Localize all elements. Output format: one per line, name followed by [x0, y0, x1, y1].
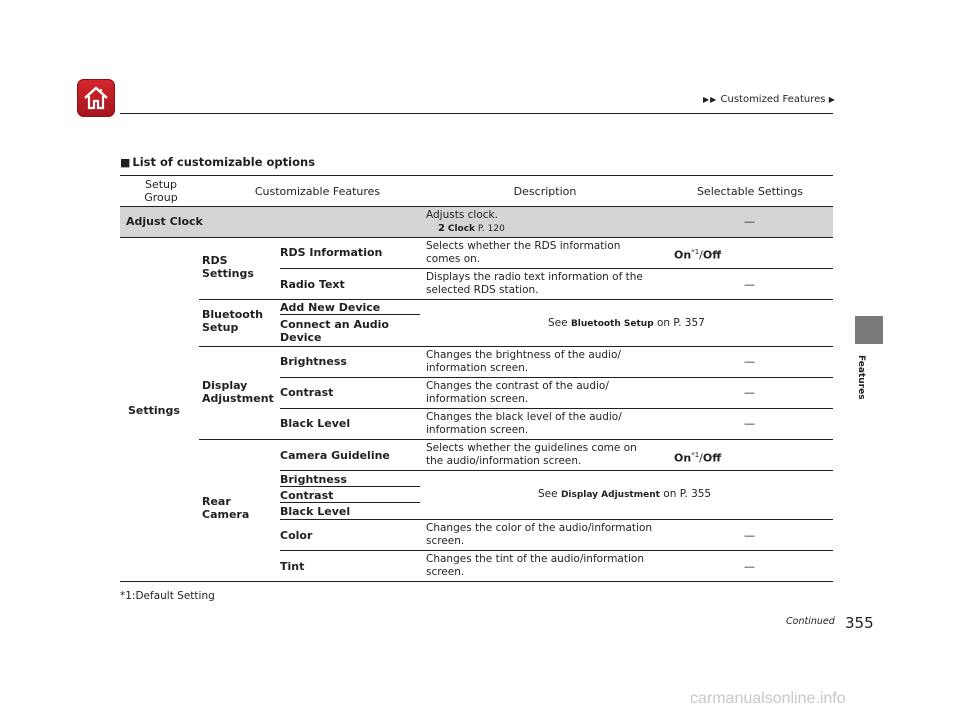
- display-adjustment-see-reference[interactable]: See Display Adjustment on P. 355: [538, 488, 712, 500]
- header-rule: [120, 113, 833, 114]
- square-bullet-icon: ■: [120, 156, 131, 169]
- camera-tint-settings: —: [744, 560, 755, 573]
- rds-information-bottom-rule: [280, 268, 833, 269]
- camera-color-feature: Color: [280, 529, 313, 542]
- table-top-rule: [120, 175, 833, 176]
- rds-information-description: Selects whether the RDS information comes on.: [426, 240, 621, 265]
- display-brightness-settings: —: [744, 355, 755, 368]
- section-title: ■ List of customizable options: [120, 155, 316, 169]
- breadcrumb-arrow-icon: ▶: [828, 95, 836, 104]
- rear-camera-label: Rear Camera: [202, 495, 250, 521]
- display-contrast-description: Changes the contrast of the audio/ information screen.: [426, 380, 609, 405]
- camera-tint-feature: Tint: [280, 560, 305, 573]
- reference-arrow-icon: 2: [438, 223, 445, 234]
- add-new-device-feature: Add New Device: [280, 301, 381, 314]
- camera-black-level-feature: Black Level: [280, 505, 351, 518]
- display-black-level-description: Changes the black level of the audio/ information screen.: [426, 411, 622, 436]
- camera-contrast-bottom-rule: [280, 502, 420, 503]
- header-selectable-settings: Selectable Settings: [696, 185, 804, 198]
- bluetooth-setup-label: Bluetooth Setup: [202, 308, 263, 334]
- camera-contrast-feature: Contrast: [280, 489, 334, 502]
- display-brightness-feature: Brightness: [280, 355, 347, 368]
- radio-text-feature: Radio Text: [280, 278, 345, 291]
- camera-color-settings: —: [744, 529, 755, 542]
- table-bottom-rule: [120, 581, 833, 582]
- page-number: 355: [845, 614, 874, 632]
- customizable-options-table: [120, 175, 833, 582]
- add-new-device-bottom-rule: [280, 314, 420, 315]
- rds-bottom-rule: [199, 299, 833, 300]
- connect-audio-device-feature: Connect an Audio Device: [280, 318, 389, 344]
- display-contrast-feature: Contrast: [280, 386, 334, 399]
- breadcrumb: [703, 94, 836, 105]
- display-black-level-settings: —: [744, 417, 755, 430]
- camera-guideline-bottom-rule: [280, 470, 833, 471]
- adjust-clock-reference[interactable]: 2 Clock P. 120: [438, 223, 505, 234]
- camera-guideline-feature: Camera Guideline: [280, 449, 390, 462]
- camera-brightness-bottom-rule: [280, 486, 420, 487]
- home-button[interactable]: [77, 79, 115, 117]
- display-contrast-settings: —: [744, 386, 755, 399]
- camera-color-bottom-rule: [280, 550, 833, 551]
- header-customizable-features: Customizable Features: [254, 185, 381, 198]
- home-icon: [82, 84, 110, 112]
- rds-information-feature: RDS Information: [280, 246, 383, 259]
- camera-guideline-description: Selects whether the guidelines come on the audio/information screen.: [426, 442, 637, 467]
- side-tab-label: Features: [856, 355, 866, 400]
- display-brightness-bottom-rule: [280, 377, 833, 378]
- side-tab-marker[interactable]: [855, 316, 883, 344]
- display-adjustment-label: Display Adjustment: [202, 379, 274, 405]
- header-setup-group: Setup Group: [144, 178, 178, 204]
- camera-brightness-feature: Brightness: [280, 473, 347, 486]
- breadcrumb-label[interactable]: Customized Features: [720, 94, 826, 105]
- camera-guideline-settings: On$^{*1}$/Off: [674, 451, 722, 465]
- rds-information-settings: On$^{*1}$/Off: [674, 248, 722, 262]
- bluetooth-bottom-rule: [199, 346, 833, 347]
- display-brightness-description: Changes the brightness of the audio/ information screen.: [426, 349, 621, 374]
- adjust-clock-label: Adjust Clock: [126, 215, 203, 228]
- continued-label: Continued: [786, 616, 835, 627]
- camera-tint-description: Changes the tint of the audio/information screen.: [426, 553, 644, 578]
- camera-group-bottom-rule: [280, 519, 833, 520]
- header-description: Description: [513, 185, 577, 198]
- watermark: carmanualsonline.info: [690, 690, 846, 707]
- radio-text-settings: —: [744, 278, 755, 291]
- bluetooth-see-reference[interactable]: See Bluetooth Setup on P. 357: [548, 317, 705, 329]
- footnote: *1:Default Setting: [120, 590, 215, 602]
- adjust-clock-settings: —: [744, 215, 755, 228]
- header-bottom-rule: [120, 206, 833, 207]
- adjust-clock-description: Adjusts clock.: [426, 209, 498, 221]
- adjust-clock-bottom-rule: [120, 237, 833, 238]
- camera-color-description: Changes the color of the audio/information screen.: [426, 522, 653, 547]
- display-contrast-bottom-rule: [280, 408, 833, 409]
- settings-group-label: Settings: [128, 404, 180, 417]
- display-black-level-feature: Black Level: [280, 417, 351, 430]
- radio-text-description: Displays the radio text information of the selected RDS station.: [426, 271, 643, 296]
- rds-settings-label: RDS Settings: [202, 254, 254, 280]
- display-bottom-rule: [199, 439, 833, 440]
- breadcrumb-arrows-icon: ▶▶: [703, 95, 718, 104]
